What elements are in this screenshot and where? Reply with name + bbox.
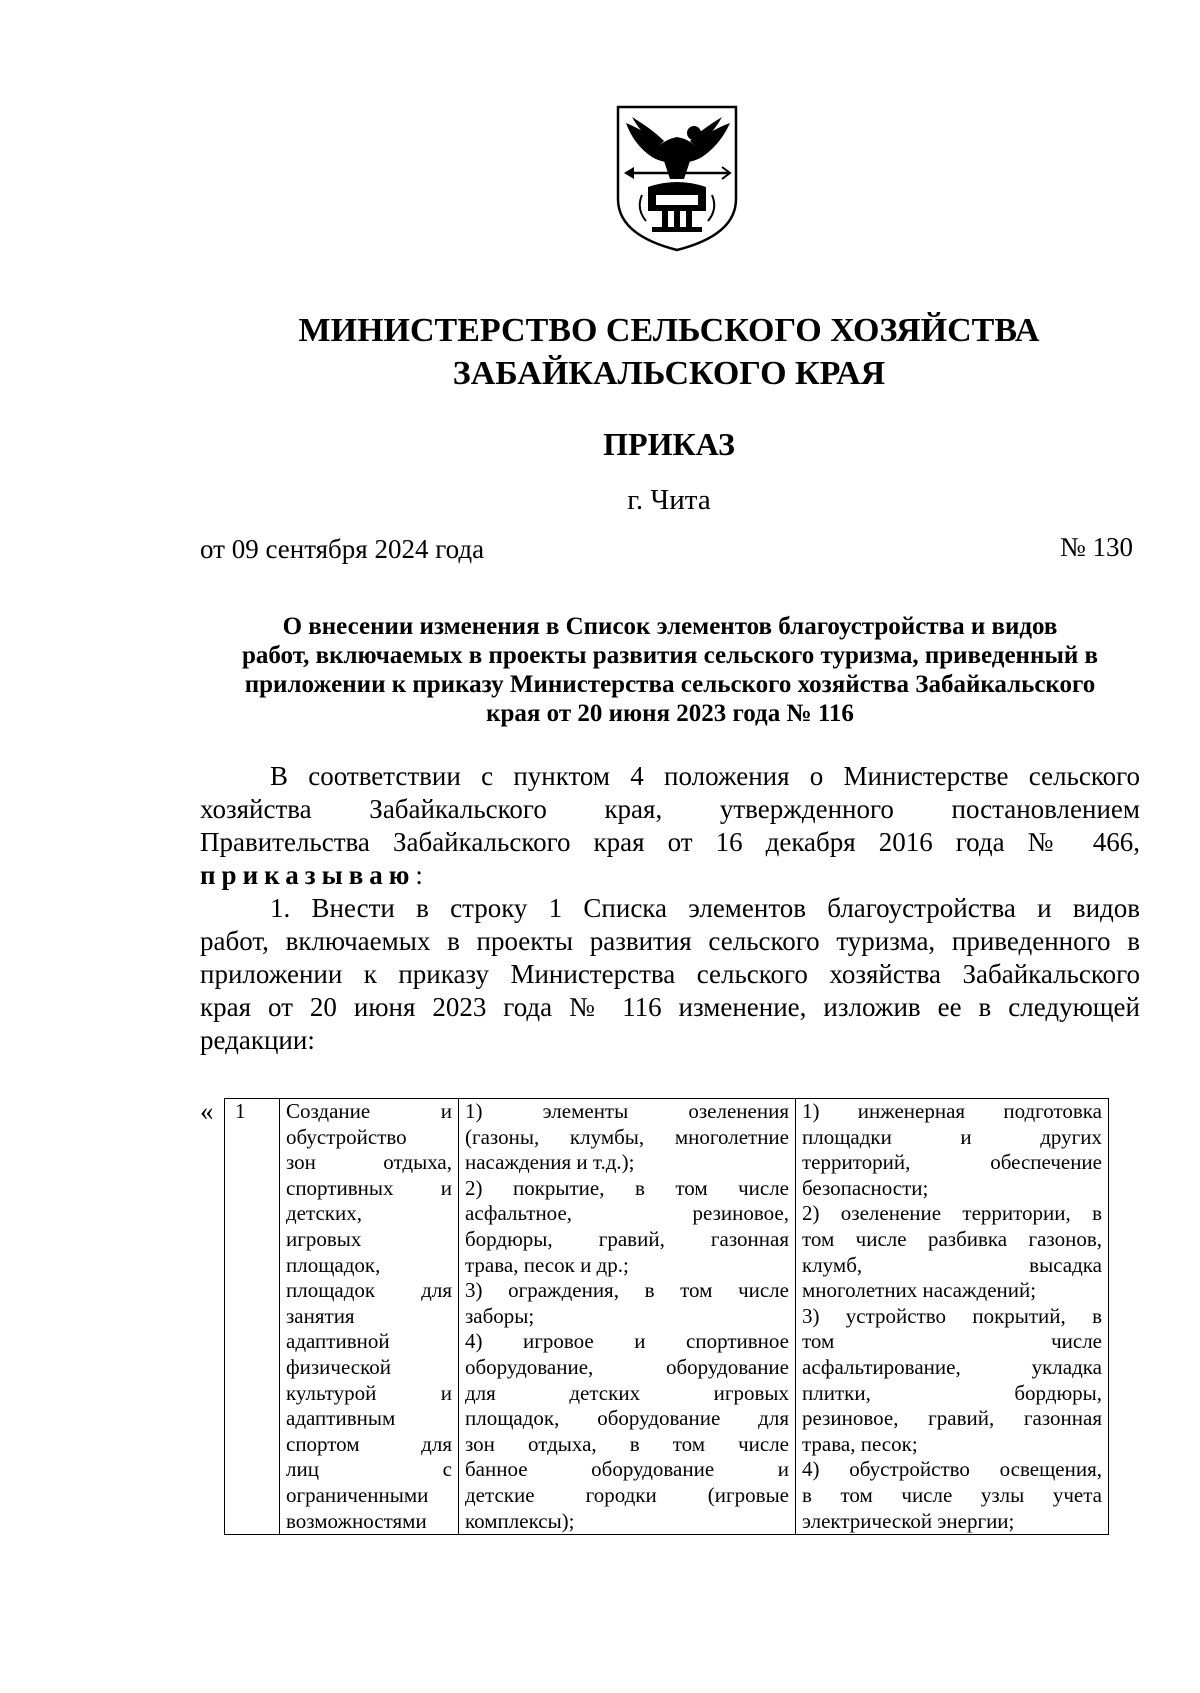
cell-line: трава, песок и др.; [465, 1252, 629, 1277]
elements-cell [459, 1099, 796, 1535]
ministry-name-line2: ЗАБАЙКАЛЬСКОГО КРАЯ [452, 355, 886, 392]
preamble-paragraph [200, 760, 1140, 892]
cell-line: площадок для [286, 1278, 452, 1303]
cell-line: адаптивной [286, 1329, 390, 1354]
cell-line: возможностями [286, 1508, 427, 1533]
cell-line: многолетних насаждений; [802, 1278, 1037, 1303]
item-1-line: 1. Внести в строку 1 Списка элементов благоустройства и видов [270, 893, 1140, 923]
cell-line: в том числе узлы учета [802, 1482, 1102, 1507]
cell-line: культурой и [286, 1380, 452, 1405]
cell-line: спортом для [286, 1431, 452, 1456]
cell-line: 3) ограждения, в том числе [465, 1278, 789, 1303]
cell-line: 3) устройство покрытий, в [802, 1303, 1102, 1328]
document-type: ПРИКАЗ [603, 426, 735, 462]
city: г. Чита [627, 484, 711, 516]
item-1-line: края от 20 июня 2023 года № 116 изменение, изложив ее в следующей [200, 992, 1140, 1022]
table-row [225, 1099, 1109, 1535]
preamble-line: В соответствии с пунктом 4 положения о Министерстве сельского [270, 761, 1140, 791]
decree-word: приказываю [200, 860, 416, 890]
cell-line: клумб, высадка [802, 1252, 1102, 1277]
decree-colon: : [415, 860, 423, 890]
cell-line: детские городки (игровые [465, 1482, 789, 1507]
item-1-paragraph [200, 892, 1140, 1057]
order-date: от 09 сентября 2024 года [200, 534, 485, 564]
cell-line: асфальтирование, укладка [802, 1354, 1102, 1379]
cell-line: оборудование, оборудование [465, 1354, 789, 1379]
work-types-cell [796, 1099, 1109, 1535]
subject-line: края от 20 июня 2023 года № 116 [486, 700, 854, 727]
cell-line: заборы; [465, 1303, 535, 1328]
cell-line: обустройство [286, 1124, 407, 1149]
cell-line: трава, песок; [802, 1431, 918, 1456]
cell-line: территорий, обеспечение [802, 1150, 1102, 1175]
cell-line: игровых [286, 1226, 362, 1251]
cell-line: 1) элементы озеленения [465, 1099, 789, 1123]
open-quote: « [200, 1096, 214, 1126]
cell-line: 2) покрытие, в том числе [465, 1175, 789, 1200]
subject-line: приложении к приказу Министерства сельского хозяйства Забайкальского [244, 671, 1096, 698]
cell-line: 1) инженерная подготовка [802, 1099, 1102, 1123]
preamble-line: хозяйства Забайкальского края, утвержденного постановлением [200, 794, 1140, 824]
cell-line: плитки, бордюры, [802, 1380, 1102, 1405]
order-subject [200, 612, 1140, 728]
cell-line: лиц с [286, 1457, 452, 1482]
item-1-line: работ, включаемых в проекты развития сельского туризма, приведенного в [200, 926, 1140, 956]
preamble-line: Правительства Забайкальского края от 16 декабря 2016 года № 466, [200, 827, 1140, 857]
cell-line: комплексы); [465, 1508, 575, 1533]
ministry-name-line1: МИНИСТЕРСТВО СЕЛЬСКОГО ХОЗЯЙСТВА [298, 312, 1040, 349]
amended-row-table [224, 1098, 1109, 1535]
cell-line: бордюры, гравий, газонная [465, 1226, 789, 1251]
order-number: № 130 [1060, 532, 1134, 562]
cell-line: площадок, оборудование для [465, 1406, 789, 1431]
decree-line [200, 859, 1140, 892]
cell-line: физической [286, 1354, 391, 1379]
cell-line: том числе [802, 1329, 1102, 1354]
subject-line: О внесении изменения в Список элементов благоустройства и видов [282, 613, 1058, 640]
item-1-line: приложении к приказу Министерства сельского хозяйства Забайкальского [200, 959, 1140, 989]
row-number-cell [225, 1099, 280, 1535]
cell-line: резиновое, гравий, газонная [802, 1406, 1102, 1431]
cell-line: адаптивным [286, 1406, 396, 1431]
cell-line: электрической энергии; [802, 1508, 1015, 1533]
cell-line: зон отдыха, в том числе [465, 1431, 789, 1456]
cell-line: том числе разбивка газонов, [802, 1226, 1102, 1251]
cell-line: для детских игровых [465, 1380, 789, 1405]
cell-line: асфальтное, резиновое, [465, 1201, 789, 1226]
cell-line: Создание и [286, 1099, 452, 1123]
row-number: 1 [235, 1099, 246, 1123]
cell-line: зон отдыха, [286, 1150, 452, 1175]
cell-line: безопасности; [802, 1175, 929, 1200]
cell-line: 4) обустройство освещения, [802, 1457, 1102, 1482]
coat-of-arms-icon [612, 103, 742, 253]
item-1-line: редакции: [200, 1025, 315, 1055]
cell-line: площадок, [286, 1252, 381, 1277]
cell-line: спортивных и [286, 1175, 452, 1200]
cell-line: (газоны, клумбы, многолетние [465, 1124, 789, 1149]
cell-line: 2) озеленение территории, в [802, 1201, 1102, 1226]
subject-line: работ, включаемых в проекты развития сельского туризма, приведенный в [241, 642, 1099, 669]
element-name-cell [280, 1099, 459, 1535]
cell-line: насаждения и т.д.); [465, 1150, 635, 1175]
cell-line: ограниченными [286, 1482, 429, 1507]
cell-line: площадки и других [802, 1124, 1102, 1149]
cell-line: занятия [286, 1303, 355, 1328]
cell-line: 4) игровое и спортивное [465, 1329, 789, 1354]
cell-line: детских, [286, 1201, 362, 1226]
cell-line: банное оборудование и [465, 1457, 789, 1482]
